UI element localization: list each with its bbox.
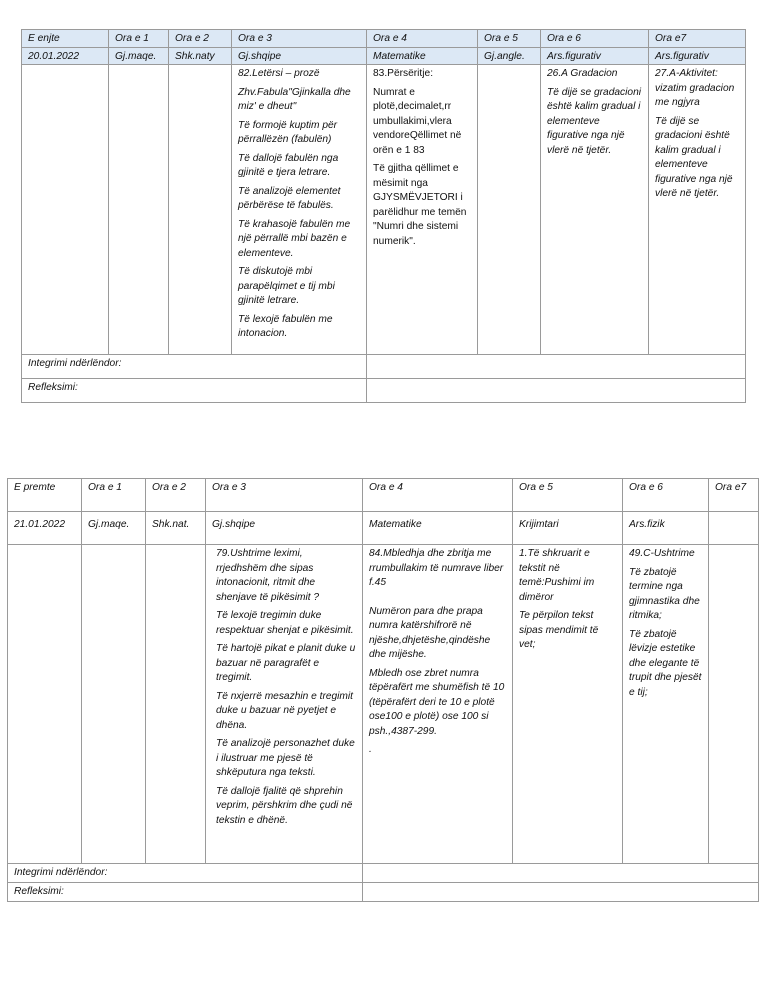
empty-cell [478,65,541,355]
period-1-header: Ora e 1 [109,30,169,48]
period-2-header: Ora e 2 [146,479,206,512]
date-subject-row [8,512,759,545]
integration-label: Integrimi ndërlëndor: [8,864,363,883]
subject-3: Gj.shqipe [206,512,363,545]
content-line: Të hartojë pikat e planit duke u bazuar në paragrafët e tregimit. [216,643,356,683]
integration-value [367,355,746,379]
empty-cell [169,65,232,355]
content-line: Të analizojë personazhet duke i ilustruar me pjesë të shkëputura nga teksti. [216,738,355,778]
content-line: 27.A-Aktivitet: vizatim gradacion me ngjyra [655,68,735,108]
period-3-content [206,545,363,864]
content-line: Të gjitha qëllimet e mësimit nga GJYSMËVJETORI i parëlidhur me temën "Numri dhe sistemi numerik". [373,163,467,247]
header-row [22,30,746,48]
subject-3: Gj.shqipe [232,47,367,65]
content-line: 84.Mbledhja dhe zbritja me rrumbullakim të numrave liber f.45 [369,548,504,588]
content-line: Të zbatojë termine nga gjimnastika dhe ritmika; [629,566,700,621]
period-1-header: Ora e 1 [82,479,146,512]
period-4-content [363,545,513,864]
content-line: Të dijë se gradacioni është kalim gradual i elementeve figurative nga një vlerë në tjetër. [655,115,733,199]
reflection-row [22,379,746,403]
date-cell: 20.01.2022 [22,47,109,65]
integration-row [8,864,759,883]
content-line: 1.Të shkruarit e tekstit në temë:Pushimi im dimëror [519,548,595,603]
period-4-header: Ora e 4 [367,30,478,48]
day-header: E premte [8,479,82,512]
content-line: 82.Letërsi – prozë [238,68,320,79]
empty-cell [8,545,82,864]
period-3-content [232,65,367,355]
period-6-content [623,545,709,864]
content-line: 79.Ushtrime leximi, rrjedhshëm dhe sipas intonacionit, ritmit dhe shenjave të pikësimit ? [216,548,320,603]
lesson-plan-table-thursday [21,29,746,403]
subject-7 [709,512,759,545]
header-row [8,479,759,512]
subject-5: Krijimtari [513,512,623,545]
content-line: Numrat e plotë,decimalet,rr umbullakimi,vlera vendoreQëllimet në orën e 1 83 [373,86,462,156]
subject-1: Gj.maqe. [82,512,146,545]
content-line: Të formojë kuptim për përrallëzën (fabulën) [238,119,338,145]
subject-5: Gj.angle. [478,47,541,65]
integration-row [22,355,746,379]
date-cell: 21.01.2022 [8,512,82,545]
empty-cell [709,545,759,864]
subject-7: Ars.figurativ [649,47,746,65]
lesson-plan-table-friday [7,478,759,902]
content-line: Të lexojë fabulën me intonacion. [238,313,333,339]
subject-4: Matematike [363,512,513,545]
content-line: Të diskutojë mbi parapëlqimet e tij mbi gjinitë letrare. [238,266,335,306]
integration-value [363,864,759,883]
content-line: Të nxjerrë mesazhin e tregimit duke u bazuar në pyetjet e dhëna. [216,690,354,731]
period-5-header: Ora e 5 [478,30,541,48]
content-line: Te përpilon tekst sipas mendimit të vet; [519,610,599,650]
period-7-header: Ora e7 [649,30,746,48]
empty-cell [82,545,146,864]
reflection-row [8,883,759,902]
content-line: 49.C-Ushtrime [629,548,695,559]
content-line: Të dallojë fjalitë që shprehin veprim, përshkrim dhe çudi në tekstin e dhënë. [216,785,353,826]
reflection-label: Refleksimi: [8,883,363,902]
date-subject-row [22,47,746,65]
period-3-header: Ora e 3 [206,479,363,512]
period-5-content [513,545,623,864]
period-6-header: Ora e 6 [623,479,709,512]
reflection-label: Refleksimi: [22,379,367,403]
empty-cell [146,545,206,864]
content-line: Të zbatojë lëvizje estetike dhe elegante të trupit dhe pjesët e tij; [629,628,702,698]
reflection-value [363,883,759,902]
reflection-value [367,379,746,403]
period-7-header: Ora e7 [709,479,759,512]
subject-4: Matematike [367,47,478,65]
period-4-header: Ora e 4 [363,479,513,512]
empty-cell [109,65,169,355]
period-4-content [367,65,478,355]
period-3-header: Ora e 3 [232,30,367,48]
content-line: Mbledh ose zbret numra tëpërafërt me shumëfish të 10 (tëpërafërt deri te 10 e plotë ose100 e plotë) ose 100 si psh.,4387-299. [369,667,505,737]
empty-cell [22,65,109,355]
content-line: Të krahasojë fabulën me një përrallë mbi bazën e elementeve. [238,218,351,259]
content-line: 83.Përsëritje: [373,68,434,79]
period-6-content [541,65,649,355]
subject-6: Ars.figurativ [541,47,649,65]
period-6-header: Ora e 6 [541,30,649,48]
content-line: Numëron para dhe prapa numra katërshifrorë në njëshe,dhjetëshe,qindëshe dhe mijëshe. [369,605,491,660]
content-line: 26.A Gradacion [547,68,618,79]
subject-1: Gj.maqe. [109,47,169,65]
integration-label: Integrimi ndërlëndor: [22,355,367,379]
period-5-header: Ora e 5 [513,479,623,512]
subject-2: Shk.nat. [146,512,206,545]
lesson-content-row [22,65,746,355]
content-line: Zhv.Fabula"Gjinkalla dhe miz' e dheut" [238,86,351,112]
subject-2: Shk.naty [169,47,232,65]
subject-6: Ars.fizik [623,512,709,545]
content-line: Të analizojë elementet përbërëse të fabulës. [238,185,341,211]
period-7-content [649,65,746,355]
content-line: Të dijë se gradacioni është kalim gradual i elementeve figurative nga një vlerë në tjetër. [547,86,642,156]
period-2-header: Ora e 2 [169,30,232,48]
content-line: Të dallojë fabulën nga gjinitë e tjera letrare. [238,152,339,178]
content-line: . [369,744,372,755]
day-header: E enjte [22,30,109,48]
content-line: Të lexojë tregimin duke respektuar shenjat e pikësimit. [216,610,354,636]
lesson-content-row [8,545,759,864]
